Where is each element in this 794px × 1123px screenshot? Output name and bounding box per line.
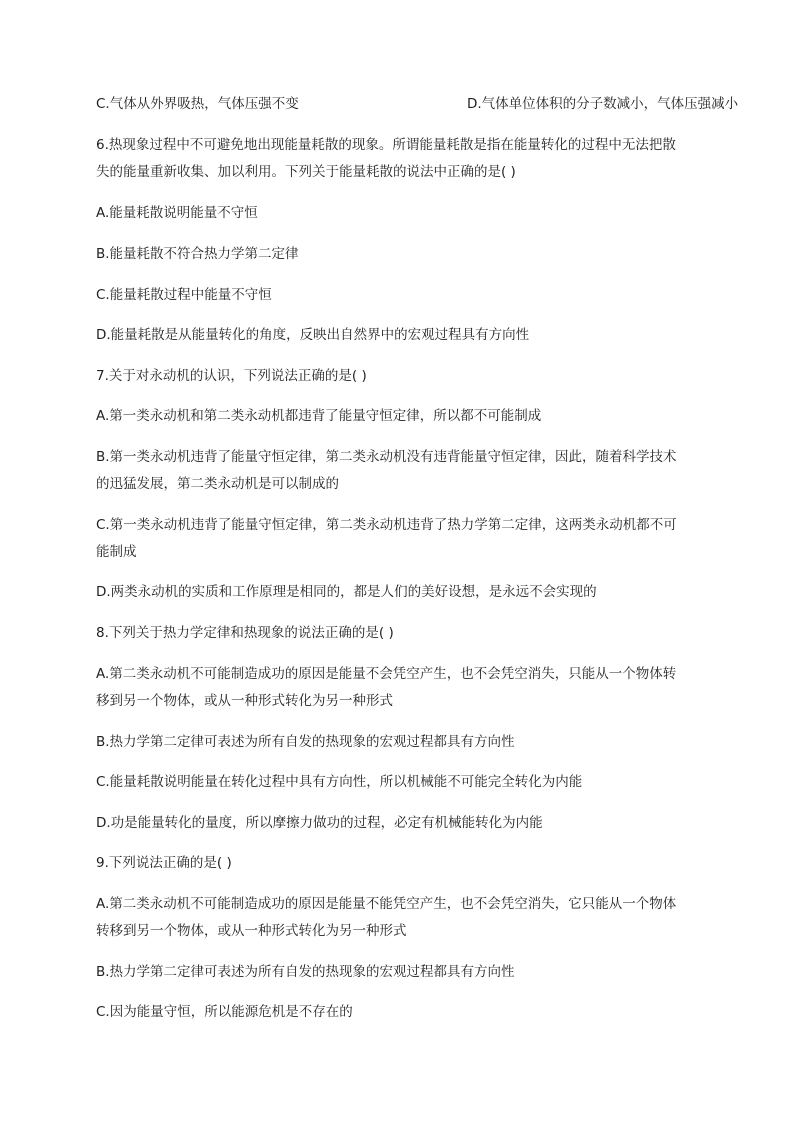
q9-option-b: B.热力学第二定律可表述为所有自发的热现象的宏观过程都具有方向性 [96, 964, 515, 980]
q6-stem-line-1: 6.热现象过程中不可避免地出现能量耗散的现象。所谓能量耗散是指在能量转化的过程中无法把散 [96, 137, 676, 153]
q6-option-b: B.能量耗散不符合热力学第二定律 [96, 246, 299, 262]
q7-option-b-line-1: B.第一类永动机违背了能量守恒定律，第二类永动机没有违背能量守恒定律，因此，随着科学技术 [96, 449, 677, 465]
q8-option-b: B.热力学第二定律可表述为所有自发的热现象的宏观过程都具有方向性 [96, 734, 515, 750]
q9-option-c: C.因为能量守恒，所以能源危机是不存在的 [96, 1004, 353, 1020]
q7-option-a: A.第一类永动机和第二类永动机都违背了能量守恒定律，所以都不可能制成 [96, 408, 542, 424]
q6-option-d: D.能量耗散是从能量转化的角度，反映出自然界中的宏观过程具有方向性 [96, 327, 530, 343]
q9-option-a-line-2: 转移到另一个物体，或从一种形式转化为另一种形式 [96, 923, 407, 939]
q7-stem: 7.关于对永动机的认识，下列说法正确的是( ) [96, 368, 367, 384]
q8-option-a-line-1: A.第二类永动机不可能制造成功的原因是能量不会凭空产生，也不会凭空消失，只能从一个物体转 [96, 666, 677, 682]
q9-option-a-line-1: A.第二类永动机不可能制造成功的原因是能量不能凭空产生，也不会凭空消失，它只能从一个物体 [96, 896, 677, 912]
q7-option-b-line-2: 的迅猛发展，第二类永动机是可以制成的 [96, 476, 339, 492]
q5-option-c: C.气体从外界吸热，气体压强不变 [96, 96, 299, 112]
question-5-options-row [96, 91, 739, 118]
q7-option-c-line-1: C.第一类永动机违背了能量守恒定律，第二类永动机违背了热力学第二定律，这两类永动机都不可 [96, 517, 677, 533]
q6-option-c: C.能量耗散过程中能量不守恒 [96, 287, 272, 303]
q8-option-a-line-2: 移到另一个物体，或从一种形式转化为另一种形式 [96, 693, 393, 709]
q7-option-c-line-2: 能制成 [96, 544, 137, 560]
q8-option-c: C.能量耗散说明能量在转化过程中具有方向性，所以机械能不可能完全转化为内能 [96, 774, 583, 790]
q7-option-d: D.两类永动机的实质和工作原理是相同的，都是人们的美好设想，是永远不会实现的 [96, 584, 597, 600]
q8-stem: 8.下列关于热力学定律和热现象的说法正确的是( ) [96, 625, 394, 641]
q6-stem-line-2: 失的能量重新收集、加以利用。下列关于能量耗散的说法中正确的是( ) [96, 164, 516, 180]
q6-option-a: A.能量耗散说明能量不守恒 [96, 205, 258, 221]
q8-option-d: D.功是能量转化的量度，所以摩擦力做功的过程，必定有机械能转化为内能 [96, 815, 543, 831]
q5-option-d: D.气体单位体积的分子数减小，气体压强减小 [467, 96, 739, 112]
q9-stem: 9.下列说法正确的是( ) [96, 855, 232, 871]
